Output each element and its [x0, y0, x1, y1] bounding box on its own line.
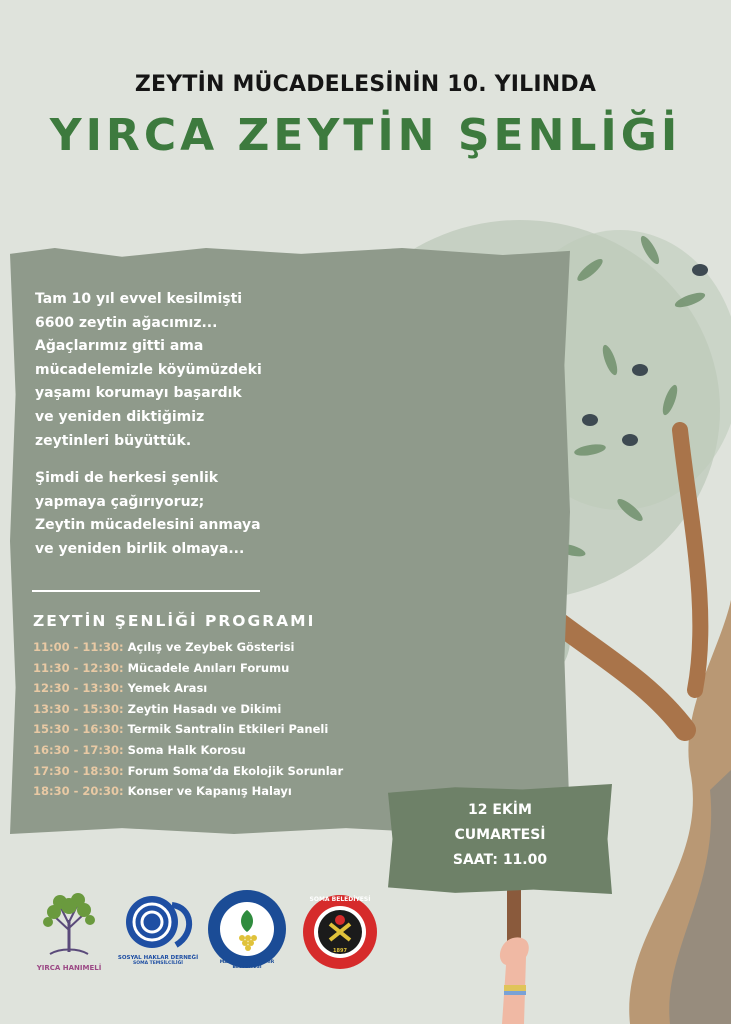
schedule-row: 17:30 - 18:30: Forum Soma’da Ekolojik Sorunlar [33, 763, 344, 778]
manisa-logo-text: MANİSA BÜYÜKŞEHİR BELEDİYESİ [219, 960, 275, 970]
soma-logo-text: SOMA BELEDİYESİ [309, 896, 371, 903]
schedule-row: 15:30 - 16:30: Termik Santralin Etkileri Paneli [33, 722, 329, 737]
schedule-row: 16:30 - 17:30: Soma Halk Korosu [33, 742, 246, 757]
soma-belediye-logo [300, 892, 380, 972]
intro-text [35, 288, 335, 576]
yirca-hanimeli-logo: YIRCA HANIMELİ [30, 890, 108, 972]
intro-paragraph-1: Tam 10 yıl evvel kesilmişti 6600 zeytin ağacımız... Ağaçlarımız gitti ama mücadelemizle köyümüzdeki yaşamı korumayı başardık ve yeniden diktiğimiz zeytinleri büyüttük. [35, 291, 262, 449]
tree-icon [30, 890, 108, 960]
schedule-row: 12:30 - 13:30: Yemek Arası [33, 681, 208, 696]
manisa-belediye-logo [206, 888, 288, 970]
schedule-row: 13:30 - 15:30: Zeytin Hasadı ve Dikimi [33, 701, 282, 716]
event-title: YIRCA ZEYTİN ŞENLİĞİ [49, 110, 682, 161]
program-schedule [33, 640, 393, 805]
event-time: SAAT: 11.00 [452, 852, 548, 868]
event-day: CUMARTESİ [454, 827, 546, 843]
schedule-row: 18:30 - 20:30: Konser ve Kapanış Halayı [33, 784, 292, 799]
soma-logo-year: 1897 [333, 948, 347, 954]
hand-icon [480, 925, 540, 1024]
divider [32, 590, 260, 592]
event-date: 12 EKİM [468, 802, 532, 818]
event-subtitle: ZEYTİN MÜCADELESİNİN 10. YILINDA [134, 72, 597, 97]
schedule-row: 11:30 - 12:30: Mücadele Anıları Forumu [33, 660, 290, 675]
sosyal-haklar-logo: SOSYAL HAKLAR DERNEĞİ SOMA TEMSİLCİLİĞİ [112, 893, 204, 966]
intro-paragraph-2: Şimdi de herkesi şenlik yapmaya çağırıyoruz; Zeytin mücadelesini anmaya ve yeniden birlik olmaya... [35, 470, 261, 557]
schedule-row: 11:00 - 11:30: Açılış ve Zeybek Gösterisi [33, 640, 295, 654]
program-title: ZEYTİN ŞENLİĞİ PROGRAMI [33, 612, 316, 630]
snail-icon [112, 893, 204, 951]
event-datetime [388, 798, 612, 873]
